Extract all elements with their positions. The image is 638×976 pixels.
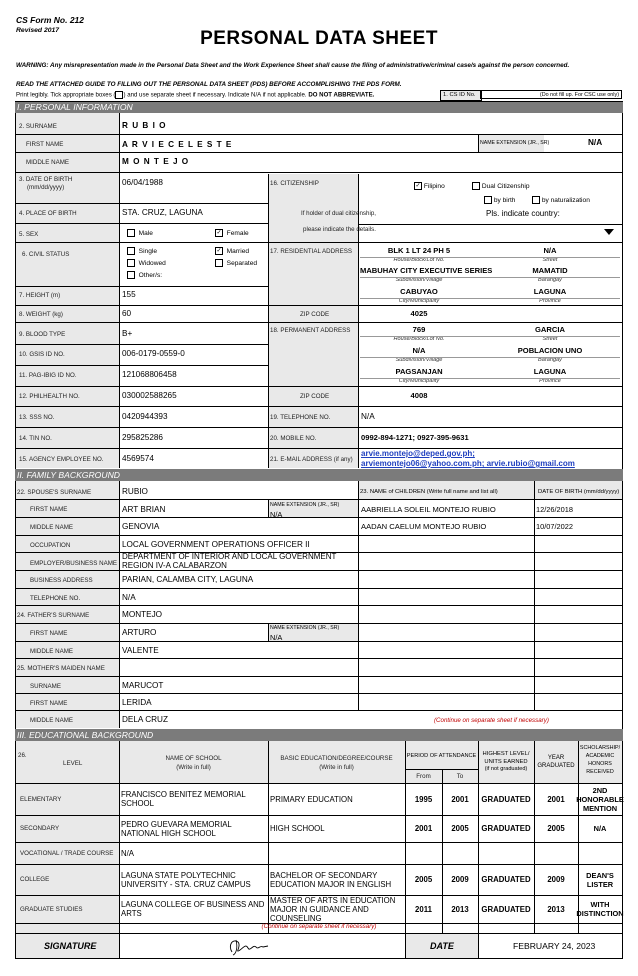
edu-honors-cell[interactable]: DEAN'S LISTER bbox=[586, 870, 614, 889]
pagibig-value[interactable]: 121068806458 bbox=[122, 370, 177, 379]
edu-level-cell: COLLEGE bbox=[20, 876, 50, 883]
house-sublabel-2: House/Block/Lot No. bbox=[393, 336, 445, 342]
sss-value[interactable]: 0420944393 bbox=[122, 412, 168, 421]
edu-year-cell[interactable]: 2009 bbox=[547, 875, 565, 884]
perm-brgy-value[interactable]: POBLACION UNO bbox=[517, 346, 583, 355]
first-name-label: FIRST NAME bbox=[26, 141, 64, 148]
name-ext-label: NAME EXTENSION (JR., SR) bbox=[480, 140, 550, 146]
widowed-checkbox[interactable] bbox=[127, 259, 135, 267]
edu-course-cell[interactable]: HIGH SCHOOL bbox=[270, 824, 325, 833]
edu-school-header: NAME OF SCHOOL bbox=[165, 755, 222, 762]
widowed-option[interactable]: Widowed bbox=[127, 259, 166, 267]
city-sublabel-2: City/Municipality bbox=[398, 378, 440, 384]
father-first-value[interactable]: ARTURO bbox=[122, 628, 157, 637]
res-zip-value[interactable]: 4025 bbox=[410, 309, 428, 318]
spouse-middle-label: MIDDLE NAME bbox=[30, 524, 73, 531]
brgy-sublabel-2: Barangay bbox=[538, 357, 562, 363]
edu-honors-cell[interactable]: N/A bbox=[593, 824, 607, 833]
dob-value[interactable]: 06/04/1988 bbox=[122, 178, 163, 187]
father-ext-label: NAME EXTENSION (JR., SR) bbox=[270, 625, 340, 631]
date-label: DATE bbox=[430, 941, 454, 951]
edu-level-cell: SECONDARY bbox=[20, 825, 60, 832]
separated-option[interactable]: Separated bbox=[215, 259, 257, 267]
edu-from-cell[interactable]: 1995 bbox=[414, 794, 433, 804]
edu-highest-header: HIGHEST LEVEL/ UNITS EARNED bbox=[482, 751, 530, 765]
dual-checkbox[interactable] bbox=[472, 182, 480, 190]
child-1-name[interactable]: AABRIELLA SOLEIL MONTEJO RUBIO bbox=[361, 505, 496, 514]
edu-highest-sub: (if not graduated) bbox=[484, 766, 528, 772]
married-option[interactable]: ✓ Married bbox=[216, 247, 250, 255]
middle-name-label: MIDDLE NAME bbox=[26, 159, 69, 166]
agency-value[interactable]: 4569574 bbox=[122, 454, 154, 463]
male-option[interactable]: Male bbox=[127, 229, 153, 237]
perm-street-value[interactable]: GARCIA bbox=[535, 325, 565, 334]
please-indicate-label: please indicate the details. bbox=[303, 226, 376, 233]
pagibig-label: 11. PAG-IBIG ID NO. bbox=[19, 372, 77, 379]
by-nat-option[interactable]: by naturalization bbox=[532, 196, 590, 204]
cs-id-label: 1. CS ID No. bbox=[440, 90, 482, 101]
mother-surname-value[interactable]: MARUCOT bbox=[122, 681, 164, 690]
section-family-header: II. FAMILY BACKGROUND bbox=[15, 469, 623, 481]
mother-first-value[interactable]: LERIDA bbox=[122, 698, 152, 707]
occupation-label: OCCUPATION bbox=[30, 542, 71, 549]
perm-zip-label: ZIP CODE bbox=[300, 393, 330, 400]
res-brgy-value[interactable]: MAMATID bbox=[532, 266, 568, 275]
name-ext-value[interactable]: N/A bbox=[588, 138, 603, 147]
height-value[interactable]: 155 bbox=[122, 290, 136, 299]
city-sublabel: City/Municipality bbox=[398, 298, 440, 304]
single-checkbox[interactable] bbox=[127, 247, 135, 255]
father-middle-label: MIDDLE NAME bbox=[30, 648, 73, 655]
father-middle-value[interactable]: VALENTE bbox=[122, 646, 159, 655]
edu-continue-note: (Continue on separate sheet if necessary) bbox=[261, 923, 377, 930]
edu-school-cell[interactable]: LAGUNA COLLEGE OF BUSINESS AND ARTS bbox=[121, 900, 265, 918]
father-surname-value[interactable]: MONTEJO bbox=[122, 610, 163, 619]
edu-honors-cell[interactable]: 2ND HONORABLE MENTION bbox=[576, 785, 624, 813]
philhealth-value[interactable]: 030002588265 bbox=[122, 391, 177, 400]
edu-highest-cell[interactable] bbox=[478, 842, 534, 864]
read-guide-text: READ THE ATTACHED GUIDE TO FILLING OUT THE PERSONAL DATA SHEET (PDS) BEFORE ACCOMPLISHING THE PDS FORM. bbox=[16, 81, 402, 88]
child-dob-label: DATE OF BIRTH (mm/dd/yyyy) bbox=[538, 489, 620, 495]
print-legibly-text: Print legibly. Tick appropriate boxes ( ) and use separate sheet if necessary. Indicate N/A if not applicable. DO NOT ABBREVIATE. bbox=[16, 91, 375, 99]
page-title: PERSONAL DATA SHEET bbox=[200, 28, 438, 49]
spouse-first-value[interactable]: ART BRIAN bbox=[122, 505, 166, 514]
prov-sublabel-2: Province bbox=[539, 378, 561, 384]
tin-value[interactable]: 295825286 bbox=[122, 433, 163, 442]
mobile-label: 20. MOBILE NO. bbox=[270, 435, 317, 442]
edu-highest-cell[interactable]: GRADUATED bbox=[481, 875, 531, 884]
edu-highest-cell[interactable]: GRADUATED bbox=[481, 824, 531, 833]
country-dropdown[interactable] bbox=[358, 224, 622, 242]
res-zip-label: ZIP CODE bbox=[300, 311, 330, 318]
female-checkbox[interactable]: ✓ bbox=[216, 230, 222, 236]
by-nat-checkbox[interactable] bbox=[532, 196, 540, 204]
father-first-label: FIRST NAME bbox=[30, 630, 68, 637]
res-subd-value[interactable]: MABUHAY CITY EXECUTIVE SERIES bbox=[360, 266, 493, 275]
street-sublabel: Street bbox=[542, 257, 558, 263]
edu-to-header: To bbox=[456, 773, 464, 780]
family-continue-note: (Continue on separate sheet if necessary) bbox=[434, 717, 549, 724]
spouse-ext-label: NAME EXTENSION (JR., SR) bbox=[270, 502, 340, 508]
sex-label: 5. SEX bbox=[19, 231, 39, 238]
edu-from-cell[interactable]: 2005 bbox=[414, 875, 433, 884]
others-option[interactable]: Other/s: bbox=[127, 271, 162, 279]
filipino-checkbox[interactable]: ✓ bbox=[415, 183, 421, 189]
edu-from-cell[interactable]: 2011 bbox=[415, 904, 432, 914]
prov-sublabel: Province bbox=[539, 298, 561, 304]
male-checkbox[interactable] bbox=[127, 229, 135, 237]
spouse-surname-value[interactable]: RUBIO bbox=[122, 487, 148, 496]
blood-value[interactable]: B+ bbox=[122, 329, 133, 338]
employer-value[interactable]: DEPARTMENT OF INTERIOR AND LOCAL GOVERNMENT REGION IV-A CALABARZON bbox=[122, 552, 337, 570]
edu-school-cell[interactable]: FRANCISCO BENITEZ MEMORIAL SCHOOL bbox=[121, 790, 246, 808]
edu-school-cell[interactable]: LAGUNA STATE POLYTECHNIC UNIVERSITY - STA. CRUZ CAMPUS bbox=[121, 870, 251, 889]
email-link-1[interactable]: arvie.montejo@deped.gov.ph; bbox=[361, 449, 475, 458]
father-ext-value[interactable]: N/A bbox=[270, 633, 283, 642]
middle-name-value[interactable]: M O N T E J O bbox=[122, 157, 190, 166]
spouse-tel-label: TELEPHONE NO. bbox=[30, 595, 81, 602]
edu-school-cell[interactable]: N/A bbox=[121, 848, 134, 858]
surname-label: 2. SURNAME bbox=[19, 123, 57, 130]
mother-middle-value[interactable]: DELA CRUZ bbox=[122, 715, 168, 724]
separated-checkbox[interactable] bbox=[215, 259, 223, 267]
label-column2-bg bbox=[268, 174, 358, 468]
edu-honors-cell[interactable] bbox=[578, 842, 622, 864]
res-street-value[interactable]: N/A bbox=[543, 246, 557, 255]
occupation-value[interactable]: LOCAL GOVERNMENT OPERATIONS OFFICER II bbox=[122, 540, 310, 549]
citizenship-label: 16. CITIZENSHIP bbox=[270, 180, 319, 187]
agency-label: 15. AGENCY EMPLOYEE NO. bbox=[19, 456, 104, 463]
child-2-name[interactable]: AADAN CAELUM MONTEJO RUBIO bbox=[361, 522, 487, 531]
res-prov-value[interactable]: LAGUNA bbox=[533, 287, 567, 296]
weight-label: 8. WEIGHT (kg) bbox=[19, 311, 63, 318]
edu-year-cell[interactable]: 2001 bbox=[547, 794, 565, 804]
edu-year-cell[interactable] bbox=[534, 842, 578, 864]
edu-year-cell[interactable]: 2005 bbox=[547, 824, 565, 833]
edu-course-cell[interactable]: PRIMARY EDUCATION bbox=[270, 794, 353, 804]
edu-course-sub: (Write in full) bbox=[319, 764, 354, 771]
children-label: 23. NAME of CHILDREN (Write full name and list all) bbox=[360, 489, 498, 495]
weight-value[interactable]: 60 bbox=[122, 309, 132, 318]
father-surname-label: 24. FATHER'S SURNAME bbox=[17, 612, 90, 619]
edu-period-header: PERIOD OF ATTENDANCE bbox=[406, 753, 477, 759]
edu-to-cell[interactable] bbox=[442, 842, 478, 864]
chevron-down-icon[interactable] bbox=[604, 229, 614, 235]
edu-course-cell[interactable] bbox=[270, 842, 404, 864]
filipino-option[interactable]: ✓ Filipino bbox=[415, 182, 445, 190]
signature-image bbox=[222, 934, 272, 958]
signature-label: SIGNATURE bbox=[44, 941, 97, 951]
edu-school-sub: (Write in full) bbox=[176, 764, 211, 771]
telephone-label: 19. TELEPHONE NO. bbox=[270, 414, 331, 421]
spouse-ext-value[interactable]: N/A bbox=[270, 510, 283, 519]
perm-house-value[interactable]: 769 bbox=[412, 325, 426, 334]
telephone-value[interactable]: N/A bbox=[361, 412, 375, 421]
edu-highest-cell[interactable]: GRADUATED bbox=[481, 794, 531, 804]
child-1-dob[interactable]: 12/26/2018 bbox=[536, 505, 573, 514]
edu-honors-header: SCHOLARSHIP/ ACADEMIC HONORS RECEIVED bbox=[579, 745, 621, 775]
mother-surname-label: SURNAME bbox=[30, 683, 61, 690]
spouse-middle-value[interactable]: GENOVIA bbox=[122, 522, 160, 531]
perm-zip-value[interactable]: 4008 bbox=[410, 391, 428, 400]
email-label: 21. E-MAIL ADDRESS (if any) bbox=[270, 456, 353, 463]
section-personal-header: I. PERSONAL INFORMATION bbox=[15, 102, 623, 113]
height-label: 7. HEIGHT (m) bbox=[19, 292, 61, 299]
surname-value[interactable]: R U B I O bbox=[122, 121, 167, 130]
residential-label: 17. RESIDENTIAL ADDRESS bbox=[270, 248, 352, 255]
spouse-surname-label: 22. SPOUSE'S SURNAME bbox=[17, 489, 92, 496]
spouse-first-label: FIRST NAME bbox=[30, 506, 68, 513]
edu-level-cell: ELEMENTARY bbox=[20, 795, 62, 803]
gsis-value[interactable]: 006-0179-0559-0 bbox=[122, 349, 185, 358]
business-address-label: BUSINESS ADDRESS bbox=[30, 577, 93, 584]
edu-course-cell[interactable]: MASTER OF ARTS IN EDUCATION MAJOR IN GUIDANCE AND COUNSELING bbox=[270, 895, 396, 923]
permanent-label: 18. PERMANENT ADDRESS bbox=[270, 327, 351, 334]
edu-from-cell[interactable]: 2001 bbox=[414, 824, 433, 833]
brgy-sublabel: Barangay bbox=[538, 277, 562, 283]
edu-from-header: From bbox=[416, 773, 431, 780]
mobile-value[interactable]: 0992-894-1271; 0927-395-9631 bbox=[361, 433, 469, 442]
revised-label: Revised 2017 bbox=[16, 27, 60, 34]
edu-highest-cell[interactable]: GRADUATED bbox=[481, 904, 531, 914]
street-sublabel-2: Street bbox=[542, 336, 558, 342]
if-dual-label: If holder of dual citizenship, bbox=[301, 210, 376, 217]
business-address-value[interactable]: PARIAN, CALAMBA CITY, LAGUNA bbox=[122, 575, 254, 584]
subd-sublabel-2: Subdivision/Village bbox=[395, 357, 443, 363]
others-checkbox[interactable] bbox=[127, 271, 135, 279]
subd-sublabel: Subdivision/Village bbox=[395, 277, 443, 283]
pob-label: 4. PLACE OF BIRTH bbox=[19, 210, 77, 217]
gsis-label: 10. GSIS ID NO. bbox=[19, 351, 65, 358]
mother-middle-label: MIDDLE NAME bbox=[30, 717, 73, 724]
edu-to-cell[interactable]: 2001 bbox=[451, 794, 469, 804]
dob-label: 3. DATE OF BIRTH bbox=[19, 176, 73, 183]
perm-subd-value[interactable]: N/A bbox=[412, 346, 426, 355]
warning-text: WARNING: Any misrepresentation made in the Personal Data Sheet and the Work Experience Sheet shall cause the filing of administrative/criminal case/s against the person concerned. bbox=[16, 62, 570, 69]
date-value[interactable]: FEBRUARY 24, 2023 bbox=[513, 941, 596, 951]
edu-level-cell: GRADUATE STUDIES bbox=[20, 905, 83, 913]
cs-id-field[interactable]: (Do not fill up. For CSC use only) bbox=[480, 90, 622, 99]
sss-label: 13. SSS NO. bbox=[19, 414, 55, 421]
edu-level-cell: VOCATIONAL / TRADE COURSE bbox=[20, 849, 114, 857]
spouse-tel-value[interactable]: N/A bbox=[122, 593, 136, 602]
pob-value[interactable]: STA. CRUZ, LAGUNA bbox=[122, 208, 203, 217]
edu-level-header: LEVEL bbox=[63, 760, 83, 767]
email-link-2[interactable]: arviemontejo06@yahoo.com.ph; arvie.rubio@gmail.com bbox=[361, 459, 575, 468]
edu-to-cell[interactable]: 2013 bbox=[451, 904, 469, 914]
married-checkbox[interactable]: ✓ bbox=[216, 248, 222, 254]
edu-from-cell[interactable] bbox=[405, 842, 442, 864]
edu-course-header: BASIC EDUCATION/DEGREE/COURSE bbox=[280, 755, 393, 762]
edu-year-header: YEAR GRADUATED bbox=[537, 755, 575, 769]
edu-school-cell[interactable]: PEDRO GUEVARA MEMORIAL NATIONAL HIGH SCHOOL bbox=[121, 819, 232, 838]
blood-label: 9. BLOOD TYPE bbox=[19, 331, 66, 338]
res-city-value[interactable]: CABUYAO bbox=[400, 287, 438, 296]
indicate-country-label: Pls. indicate country: bbox=[486, 209, 560, 218]
perm-city-value[interactable]: PAGSANJAN bbox=[395, 367, 443, 376]
dual-option[interactable]: Dual Citizenship bbox=[472, 182, 530, 190]
child-2-dob[interactable]: 10/07/2022 bbox=[536, 522, 573, 531]
house-sublabel: House/Block/Lot No. bbox=[393, 257, 445, 263]
female-option[interactable]: ✓ Female bbox=[216, 229, 249, 237]
edu-to-cell[interactable]: 2009 bbox=[451, 875, 469, 884]
employer-label: EMPLOYER/BUSINESS NAME bbox=[30, 560, 117, 567]
edu-honors-cell[interactable]: WITH DISTINCTION bbox=[576, 900, 624, 918]
perm-prov-value[interactable]: LAGUNA bbox=[533, 367, 567, 376]
edu-year-cell[interactable]: 2013 bbox=[547, 904, 565, 914]
mother-maiden-label: 25. MOTHER'S MAIDEN NAME bbox=[17, 665, 105, 672]
single-option[interactable]: Single bbox=[127, 247, 157, 255]
mother-first-label: FIRST NAME bbox=[30, 700, 68, 707]
edu-course-cell[interactable]: BACHELOR OF SECONDARY EDUCATION MAJOR IN ENGLISH bbox=[270, 870, 392, 889]
by-birth-checkbox[interactable] bbox=[484, 196, 492, 204]
edu-to-cell[interactable]: 2005 bbox=[451, 824, 469, 833]
philhealth-label: 12. PHILHEALTH NO. bbox=[19, 393, 80, 400]
section-education-header: III. EDUCATIONAL BACKGROUND bbox=[15, 729, 623, 741]
dob-sub-label: (mm/dd/yyyy) bbox=[27, 184, 65, 191]
first-name-value[interactable]: A R V I E C E L E S T E bbox=[122, 140, 233, 149]
res-house-value[interactable]: BLK 1 LT 24 PH 5 bbox=[387, 246, 451, 255]
civil-status-label: 6. CIVIL STATUS bbox=[22, 251, 70, 258]
form-number: CS Form No. 212 bbox=[16, 15, 85, 25]
by-birth-option[interactable]: by birth bbox=[484, 196, 515, 204]
edu-number: 26. bbox=[18, 752, 27, 759]
tin-label: 14. TIN NO. bbox=[19, 435, 52, 442]
